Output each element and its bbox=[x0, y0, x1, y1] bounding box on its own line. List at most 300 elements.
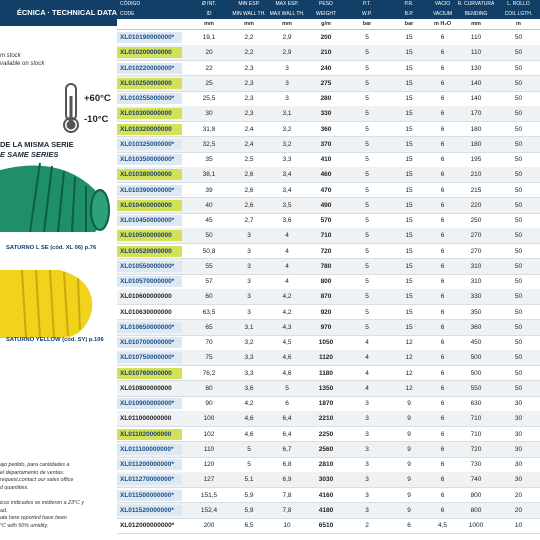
table-row bbox=[117, 167, 540, 182]
cell-wp: 3 bbox=[365, 430, 369, 438]
cell-vac: 6 bbox=[440, 461, 445, 468]
cell-wp: 5 bbox=[365, 308, 369, 316]
unit-cell: g/m bbox=[321, 21, 331, 27]
header-cell: B.P. bbox=[404, 11, 414, 17]
cell-max: 4,6 bbox=[282, 369, 292, 377]
cell-bend: 270 bbox=[470, 247, 482, 255]
note-line: d quantities. bbox=[0, 484, 29, 491]
cell-bend: 330 bbox=[470, 293, 482, 301]
cell-bp: 9 bbox=[407, 430, 411, 438]
product-code: XL010325000000* bbox=[117, 139, 182, 150]
cell-coil: 50 bbox=[514, 217, 523, 224]
cell-vac: 6 bbox=[440, 308, 445, 316]
cell-max: 3,4 bbox=[282, 171, 292, 179]
cell-max: 6,4 bbox=[282, 430, 292, 438]
yellow-hose-image bbox=[0, 270, 100, 338]
cell-bp: 15 bbox=[405, 201, 413, 209]
cell-max: 6,4 bbox=[282, 415, 292, 423]
stock-legend-line-1: m stock bbox=[0, 53, 21, 59]
cell-bend: 180 bbox=[470, 125, 482, 133]
cell-bp: 15 bbox=[405, 110, 413, 118]
table-row bbox=[117, 259, 540, 274]
header-cell: VACIO bbox=[434, 1, 451, 7]
product-code: XL010600000000 bbox=[120, 293, 172, 301]
cell-min: 2,4 bbox=[244, 125, 254, 133]
cell-bend: 215 bbox=[470, 186, 482, 194]
cell-min: 2,3 bbox=[244, 110, 254, 118]
header-cell: MIN ESP. bbox=[238, 1, 260, 7]
cell-vac: 6 bbox=[440, 201, 445, 209]
cell-wp: 3 bbox=[365, 461, 369, 468]
cell-w: 275 bbox=[320, 79, 332, 87]
cell-min: 4,2 bbox=[244, 400, 254, 407]
cell-min: 5,1 bbox=[244, 476, 254, 484]
product-code: XL010400000000 bbox=[117, 200, 182, 211]
cell-wp: 3 bbox=[365, 491, 369, 499]
cell-vac: 6 bbox=[440, 384, 445, 392]
cell-id: 63,5 bbox=[202, 308, 216, 316]
cell-coil: 50 bbox=[514, 308, 523, 316]
cell-bend: 250 bbox=[470, 217, 482, 224]
table-row bbox=[117, 350, 540, 365]
table-row bbox=[117, 442, 540, 457]
table-row bbox=[117, 61, 540, 76]
cell-coil: 50 bbox=[514, 34, 523, 41]
product-code: XL011520000000* bbox=[117, 505, 182, 516]
header-cell: L. ROLLO bbox=[507, 1, 530, 7]
cell-vac: 6 bbox=[440, 110, 445, 118]
cell-bend: 550 bbox=[470, 384, 482, 392]
cell-coil: 30 bbox=[514, 430, 523, 438]
cell-coil: 30 bbox=[514, 400, 523, 407]
cell-max: 5 bbox=[285, 384, 289, 392]
cell-bend: 270 bbox=[470, 232, 482, 240]
cell-bp: 15 bbox=[405, 95, 413, 102]
cell-bp: 15 bbox=[405, 323, 413, 331]
header-cell: CODE bbox=[120, 11, 135, 17]
cell-id: 102 bbox=[203, 430, 215, 438]
cell-id: 40 bbox=[205, 201, 213, 209]
cell-wp: 3 bbox=[365, 445, 369, 453]
cell-w: 4160 bbox=[318, 491, 334, 499]
cell-max: 4 bbox=[285, 232, 289, 240]
unit-cell: bar bbox=[362, 21, 372, 27]
product-caption-saturno-l: SATURNO L SE (cód. XL 06) p.76 bbox=[6, 245, 97, 251]
cell-bend: 800 bbox=[470, 491, 482, 499]
product-code: XL010700000000* bbox=[117, 337, 182, 348]
cell-coil: 30 bbox=[514, 445, 523, 453]
cell-id: 75 bbox=[205, 354, 213, 362]
product-code: XL011000000000 bbox=[120, 415, 172, 423]
cell-wp: 5 bbox=[365, 247, 369, 255]
cell-min: 2,2 bbox=[244, 34, 254, 41]
cell-min: 3,3 bbox=[244, 354, 254, 362]
cell-bend: 710 bbox=[470, 415, 482, 423]
header-cell: Ø INT. bbox=[201, 1, 217, 7]
cell-bend: 450 bbox=[470, 339, 482, 346]
header-cell: CÓDIGO bbox=[120, 1, 141, 7]
cell-max: 4,2 bbox=[282, 293, 292, 301]
product-code: XL010320000000 bbox=[117, 124, 182, 135]
cell-coil: 50 bbox=[514, 156, 523, 163]
cell-w: 280 bbox=[320, 95, 332, 102]
cell-coil: 30 bbox=[514, 461, 523, 468]
cell-bp: 15 bbox=[405, 308, 413, 316]
cell-bp: 15 bbox=[405, 140, 413, 148]
cell-wp: 3 bbox=[365, 506, 369, 514]
cell-w: 3030 bbox=[318, 476, 334, 484]
product-code: XL010650000000* bbox=[117, 322, 182, 333]
cell-coil: 50 bbox=[514, 201, 523, 209]
cell-bp: 6 bbox=[407, 522, 411, 529]
cell-coil: 50 bbox=[514, 171, 523, 179]
cell-min: 2,3 bbox=[244, 79, 254, 87]
product-code: XL011500000000* bbox=[117, 490, 182, 501]
unit-cell: m H₂O bbox=[433, 21, 452, 27]
cell-min: 2,7 bbox=[244, 217, 254, 224]
cell-bend: 350 bbox=[470, 308, 482, 316]
table-row bbox=[117, 366, 540, 381]
cell-wp: 5 bbox=[365, 293, 369, 301]
cell-max: 3,1 bbox=[282, 110, 292, 118]
cell-coil: 50 bbox=[514, 79, 523, 87]
cell-bp: 12 bbox=[405, 354, 413, 362]
cell-bend: 730 bbox=[470, 461, 482, 468]
cell-id: 55 bbox=[205, 262, 213, 270]
cell-coil: 20 bbox=[514, 506, 523, 514]
cell-wp: 5 bbox=[365, 323, 369, 331]
cell-wp: 5 bbox=[365, 64, 369, 72]
cell-coil: 50 bbox=[514, 49, 523, 57]
cell-id: 50 bbox=[205, 232, 213, 240]
cell-id: 152,4 bbox=[200, 506, 218, 514]
table-row bbox=[117, 518, 540, 533]
cell-w: 970 bbox=[320, 323, 332, 331]
cell-min: 2,3 bbox=[244, 64, 254, 72]
cell-vac: 6 bbox=[440, 95, 445, 102]
cell-vac: 6 bbox=[440, 445, 445, 453]
cell-vac: 6 bbox=[440, 247, 445, 255]
cell-wp: 4 bbox=[365, 369, 369, 377]
cell-wp: 3 bbox=[365, 400, 369, 407]
cell-max: 6,8 bbox=[282, 461, 292, 468]
cell-id: 50,8 bbox=[202, 247, 216, 255]
note-line: icos indicados se midieron a 23°C y bbox=[0, 500, 84, 506]
cell-id: 20 bbox=[205, 49, 213, 57]
cell-w: 1870 bbox=[318, 400, 334, 407]
cell-bp: 15 bbox=[405, 49, 413, 57]
stock-legend-line-2: vailable on stock bbox=[0, 61, 45, 67]
measurement-note bbox=[0, 500, 84, 530]
cell-wp: 5 bbox=[365, 140, 369, 148]
min-temperature: -10°C bbox=[84, 114, 109, 125]
cell-min: 5 bbox=[247, 445, 251, 453]
cell-min: 3 bbox=[247, 308, 251, 316]
cell-wp: 5 bbox=[365, 156, 369, 163]
cell-id: 22 bbox=[205, 64, 213, 72]
cell-wp: 5 bbox=[365, 186, 369, 194]
cell-vac: 6 bbox=[440, 156, 445, 163]
cell-bp: 15 bbox=[405, 217, 413, 224]
product-code: XL010550000000* bbox=[117, 261, 182, 272]
cell-bp: 9 bbox=[407, 415, 411, 423]
cell-min: 3,3 bbox=[244, 369, 254, 377]
cell-w: 2210 bbox=[318, 415, 334, 423]
cell-bp: 15 bbox=[405, 171, 413, 179]
cell-bend: 310 bbox=[470, 262, 482, 270]
table-row bbox=[117, 137, 540, 152]
green-hose-image bbox=[0, 160, 112, 235]
cell-max: 6 bbox=[285, 400, 289, 407]
cell-wp: 5 bbox=[365, 262, 369, 270]
cell-wp: 4 bbox=[365, 354, 369, 362]
cell-max: 4,2 bbox=[282, 308, 292, 316]
header-cell: P.R. bbox=[404, 1, 414, 7]
product-code: XL010760000000 bbox=[117, 368, 182, 379]
product-code: XL010255000000* bbox=[117, 93, 182, 104]
cell-bend: 360 bbox=[470, 323, 482, 331]
cell-id: 76,2 bbox=[202, 369, 216, 377]
unit-cell: mm bbox=[282, 21, 292, 27]
cell-max: 2,9 bbox=[282, 34, 292, 41]
note-line: ad. bbox=[0, 507, 8, 514]
header-cell: ID bbox=[206, 11, 212, 17]
stock-legend bbox=[0, 52, 44, 68]
cell-min: 3 bbox=[247, 232, 251, 240]
cell-id: 39 bbox=[205, 186, 213, 194]
product-code: XL011270000000* bbox=[117, 474, 182, 485]
cell-coil: 50 bbox=[514, 64, 523, 72]
cell-bp: 12 bbox=[405, 339, 413, 346]
cell-wp: 5 bbox=[365, 232, 369, 240]
table-row bbox=[117, 122, 540, 137]
product-code: XL010570000000* bbox=[117, 276, 182, 287]
same-series-es: DE LA MISMA SERIE bbox=[0, 140, 74, 149]
cell-id: 70 bbox=[205, 339, 213, 346]
cell-bend: 195 bbox=[470, 156, 482, 163]
table-row bbox=[117, 213, 540, 228]
table-row bbox=[117, 472, 540, 487]
cell-min: 5,9 bbox=[244, 506, 254, 514]
header-cell: BENDING bbox=[464, 11, 488, 17]
cell-w: 200 bbox=[320, 34, 332, 41]
cell-w: 360 bbox=[320, 125, 332, 133]
cell-w: 240 bbox=[320, 64, 332, 72]
cell-coil: 50 bbox=[514, 232, 523, 240]
cell-bp: 9 bbox=[407, 400, 411, 407]
table-row bbox=[117, 45, 540, 60]
cell-w: 2810 bbox=[318, 461, 334, 468]
cell-w: 210 bbox=[320, 49, 332, 57]
cell-max: 3 bbox=[285, 64, 289, 72]
cell-min: 3 bbox=[247, 293, 251, 301]
cell-coil: 20 bbox=[514, 491, 523, 499]
cell-wp: 5 bbox=[365, 278, 369, 285]
cell-vac: 6 bbox=[440, 430, 445, 438]
cell-w: 1050 bbox=[318, 339, 334, 346]
table-row bbox=[117, 396, 540, 411]
cell-vac: 6 bbox=[440, 491, 445, 499]
cell-w: 1350 bbox=[318, 384, 334, 392]
product-code: XL010450000000* bbox=[117, 215, 182, 226]
cell-id: 38,1 bbox=[202, 171, 216, 179]
cell-w: 6510 bbox=[318, 522, 334, 529]
cell-bend: 220 bbox=[470, 201, 482, 209]
cell-coil: 50 bbox=[514, 323, 523, 331]
cell-vac: 6 bbox=[440, 186, 445, 194]
cell-id: 100 bbox=[203, 415, 215, 423]
cell-bend: 500 bbox=[470, 354, 482, 362]
cell-vac: 6 bbox=[440, 369, 445, 377]
cell-vac: 6 bbox=[440, 354, 445, 362]
cell-coil: 10 bbox=[514, 522, 523, 529]
cell-id: 32,5 bbox=[202, 140, 216, 148]
cell-w: 1180 bbox=[318, 369, 334, 377]
product-code: XL012000000000* bbox=[120, 522, 175, 529]
cell-min: 3,6 bbox=[244, 384, 254, 392]
cell-bend: 710 bbox=[470, 430, 482, 438]
cell-max: 6,9 bbox=[282, 476, 292, 484]
cell-min: 6,5 bbox=[244, 522, 254, 529]
cell-vac: 6 bbox=[440, 400, 445, 407]
cell-min: 5,9 bbox=[244, 491, 254, 499]
cell-bend: 110 bbox=[470, 34, 482, 41]
cell-max: 3,6 bbox=[282, 217, 292, 224]
product-code: XL011200000000* bbox=[117, 459, 182, 470]
product-code: XL010750000000* bbox=[117, 352, 182, 363]
cell-id: 200 bbox=[203, 522, 215, 529]
cell-bp: 15 bbox=[405, 232, 413, 240]
unit-cell: mm bbox=[471, 21, 481, 27]
cell-w: 710 bbox=[320, 232, 332, 240]
cell-w: 2250 bbox=[318, 430, 334, 438]
cell-max: 3 bbox=[285, 79, 289, 87]
cell-min: 3,1 bbox=[244, 323, 254, 331]
cell-max: 3,5 bbox=[282, 201, 292, 209]
cell-vac: 6 bbox=[440, 49, 445, 57]
cell-bp: 15 bbox=[405, 34, 413, 41]
cell-wp: 4 bbox=[365, 384, 369, 392]
cell-coil: 50 bbox=[514, 262, 523, 270]
product-code: XL010200000000 bbox=[117, 47, 182, 58]
cell-vac: 6 bbox=[440, 476, 445, 484]
cell-max: 4,5 bbox=[282, 339, 292, 346]
header-cell: VACIUM bbox=[432, 11, 453, 17]
cell-max: 7,8 bbox=[282, 491, 292, 499]
cell-bp: 15 bbox=[405, 156, 413, 163]
cell-bend: 210 bbox=[470, 171, 482, 179]
cell-id: 30 bbox=[205, 110, 213, 118]
cell-coil: 50 bbox=[514, 278, 523, 285]
cell-max: 3,4 bbox=[282, 186, 292, 194]
product-code: XL010250000000 bbox=[117, 78, 182, 89]
cell-wp: 5 bbox=[365, 125, 369, 133]
cell-coil: 50 bbox=[514, 186, 523, 194]
table-row bbox=[117, 503, 540, 518]
cell-wp: 5 bbox=[365, 95, 369, 102]
cell-w: 460 bbox=[320, 171, 332, 179]
table-row bbox=[117, 30, 540, 45]
cell-coil: 50 bbox=[514, 247, 523, 255]
cell-coil: 50 bbox=[514, 110, 523, 118]
cell-max: 6,7 bbox=[282, 445, 292, 453]
product-code: XL010380000000 bbox=[117, 169, 182, 180]
cell-id: 80 bbox=[205, 384, 213, 392]
cell-wp: 4 bbox=[365, 339, 369, 346]
cell-wp: 3 bbox=[365, 415, 369, 423]
cell-bend: 130 bbox=[470, 64, 482, 72]
cell-vac: 6 bbox=[440, 34, 445, 41]
note-line: ata here reported have been bbox=[0, 515, 67, 521]
table-row bbox=[117, 427, 540, 442]
cell-min: 2,4 bbox=[244, 140, 254, 148]
cell-max: 10 bbox=[283, 522, 291, 529]
note-line: ajo pedido, para cantidades a bbox=[0, 462, 70, 468]
cell-vac: 6 bbox=[440, 293, 445, 301]
header-row-units bbox=[117, 19, 540, 30]
header-cell: MAX ESP. bbox=[275, 1, 299, 7]
cell-min: 3 bbox=[247, 262, 251, 270]
cell-w: 470 bbox=[320, 186, 332, 194]
table-row bbox=[117, 198, 540, 213]
cell-bend: 140 bbox=[470, 79, 482, 87]
cell-vac: 6 bbox=[440, 171, 445, 179]
cell-vac: 6 bbox=[440, 140, 445, 148]
cell-bp: 15 bbox=[405, 64, 413, 72]
cell-min: 2,2 bbox=[244, 49, 254, 57]
cell-min: 3,2 bbox=[244, 339, 254, 346]
cell-w: 800 bbox=[320, 278, 332, 285]
table-row bbox=[117, 411, 540, 426]
cell-vac: 6 bbox=[440, 232, 445, 240]
cell-id: 90 bbox=[205, 400, 213, 407]
cell-bp: 15 bbox=[405, 247, 413, 255]
left-info-panel bbox=[0, 0, 117, 540]
cell-min: 2,5 bbox=[244, 156, 254, 163]
cell-max: 4 bbox=[285, 278, 289, 285]
table-row bbox=[117, 91, 540, 106]
cell-bp: 15 bbox=[405, 125, 413, 133]
cell-coil: 50 bbox=[514, 293, 523, 301]
product-code: XL010500000000 bbox=[117, 230, 182, 241]
header-cell: MAX WALL TH. bbox=[269, 11, 305, 17]
cell-max: 3,3 bbox=[282, 156, 292, 163]
cell-max: 4,3 bbox=[282, 323, 292, 331]
cell-vac: 6 bbox=[440, 217, 445, 224]
table-row bbox=[117, 305, 540, 320]
cell-bend: 800 bbox=[470, 506, 482, 514]
cell-min: 3 bbox=[247, 247, 251, 255]
table-row bbox=[117, 335, 540, 350]
table-row bbox=[117, 244, 540, 259]
cell-w: 720 bbox=[320, 247, 332, 255]
cell-vac: 6 bbox=[440, 64, 445, 72]
unit-cell: bar bbox=[404, 21, 414, 27]
order-note bbox=[0, 462, 73, 492]
cell-min: 5 bbox=[247, 461, 251, 468]
header-cell: MIN WALL TH. bbox=[232, 11, 266, 17]
cell-id: 65 bbox=[205, 323, 213, 331]
cell-max: 4,6 bbox=[282, 354, 292, 362]
same-series-en: E SAME SERIES bbox=[0, 150, 59, 159]
cell-bp: 15 bbox=[405, 79, 413, 87]
cell-wp: 5 bbox=[365, 34, 369, 41]
cell-min: 4,6 bbox=[244, 415, 254, 423]
cell-w: 570 bbox=[320, 217, 332, 224]
cell-max: 2,9 bbox=[282, 49, 292, 57]
header-row-english bbox=[117, 9, 540, 19]
cell-bp: 12 bbox=[405, 369, 413, 377]
